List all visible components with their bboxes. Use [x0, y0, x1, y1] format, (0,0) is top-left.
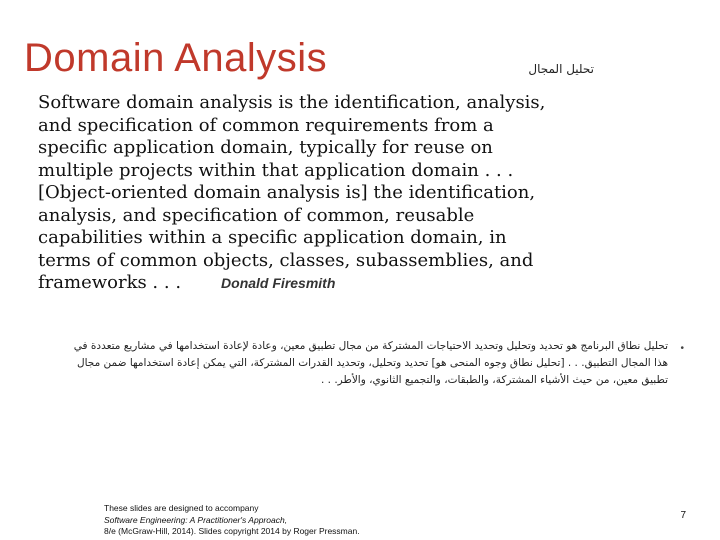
quote-line-text: frameworks . . . — [38, 272, 182, 293]
quote-line: specific application domain, typically for reuse on — [38, 137, 493, 158]
footer-line-1 — [104, 503, 544, 526]
arabic-title: تحليل المجال — [528, 62, 594, 76]
quote-line: [Object-oriented domain analysis is] the identification, — [38, 182, 536, 203]
quote-line: capabilities within a specific application domain, in — [38, 227, 507, 248]
page-number: 7 — [680, 510, 686, 521]
bullet-marker: • — [680, 343, 684, 354]
quote-line: multiple projects within that application domain . . . — [38, 159, 514, 181]
quote-line: Software domain analysis is the identification, analysis, — [38, 92, 546, 113]
footer-line-2: 8/e (McGraw-Hill, 2014). Slides copyright 2014 by Roger Pressman. — [104, 526, 360, 536]
quote-line-last — [38, 272, 538, 295]
quote-line: and specification of common requirements from a — [38, 114, 494, 136]
footer-line-1-prefix: These slides are designed to accompany — [104, 503, 259, 513]
arabic-translation — [28, 338, 668, 389]
quote-line: analysis, and specification of common, reusable — [38, 204, 475, 226]
footer-book-title: Software Engineering: A Practitioner's Approach, — [104, 514, 288, 525]
footer-note — [104, 503, 544, 538]
quote-line: terms of common objects, classes, subassemblies, and — [38, 249, 534, 271]
arabic-line: هذا المجال التطبيق. . . [تحليل نطاق وجوه المنحى هو] تحديد وتحليل، وتحديد القدرات المشتركة، التي يمكن إعادة استخدامها ضمن مجال — [76, 357, 668, 369]
slide-title: Domain Analysis — [24, 36, 328, 80]
arabic-line: تحليل نطاق البرنامج هو تحديد وتحليل وتحديد الاحتياجات المشتركة من مجال تطبيق معين، وعادة لإعادة استخدامها في مشاريع متعددة في — [73, 340, 668, 352]
quote-author: Donald Firesmith — [221, 275, 336, 291]
arabic-line: تطبيق معين، من حيث الأشياء المشتركة، والطبقات، والتجميع الثانوي، والأطر. . . — [320, 374, 668, 386]
quote-block — [38, 92, 546, 295]
